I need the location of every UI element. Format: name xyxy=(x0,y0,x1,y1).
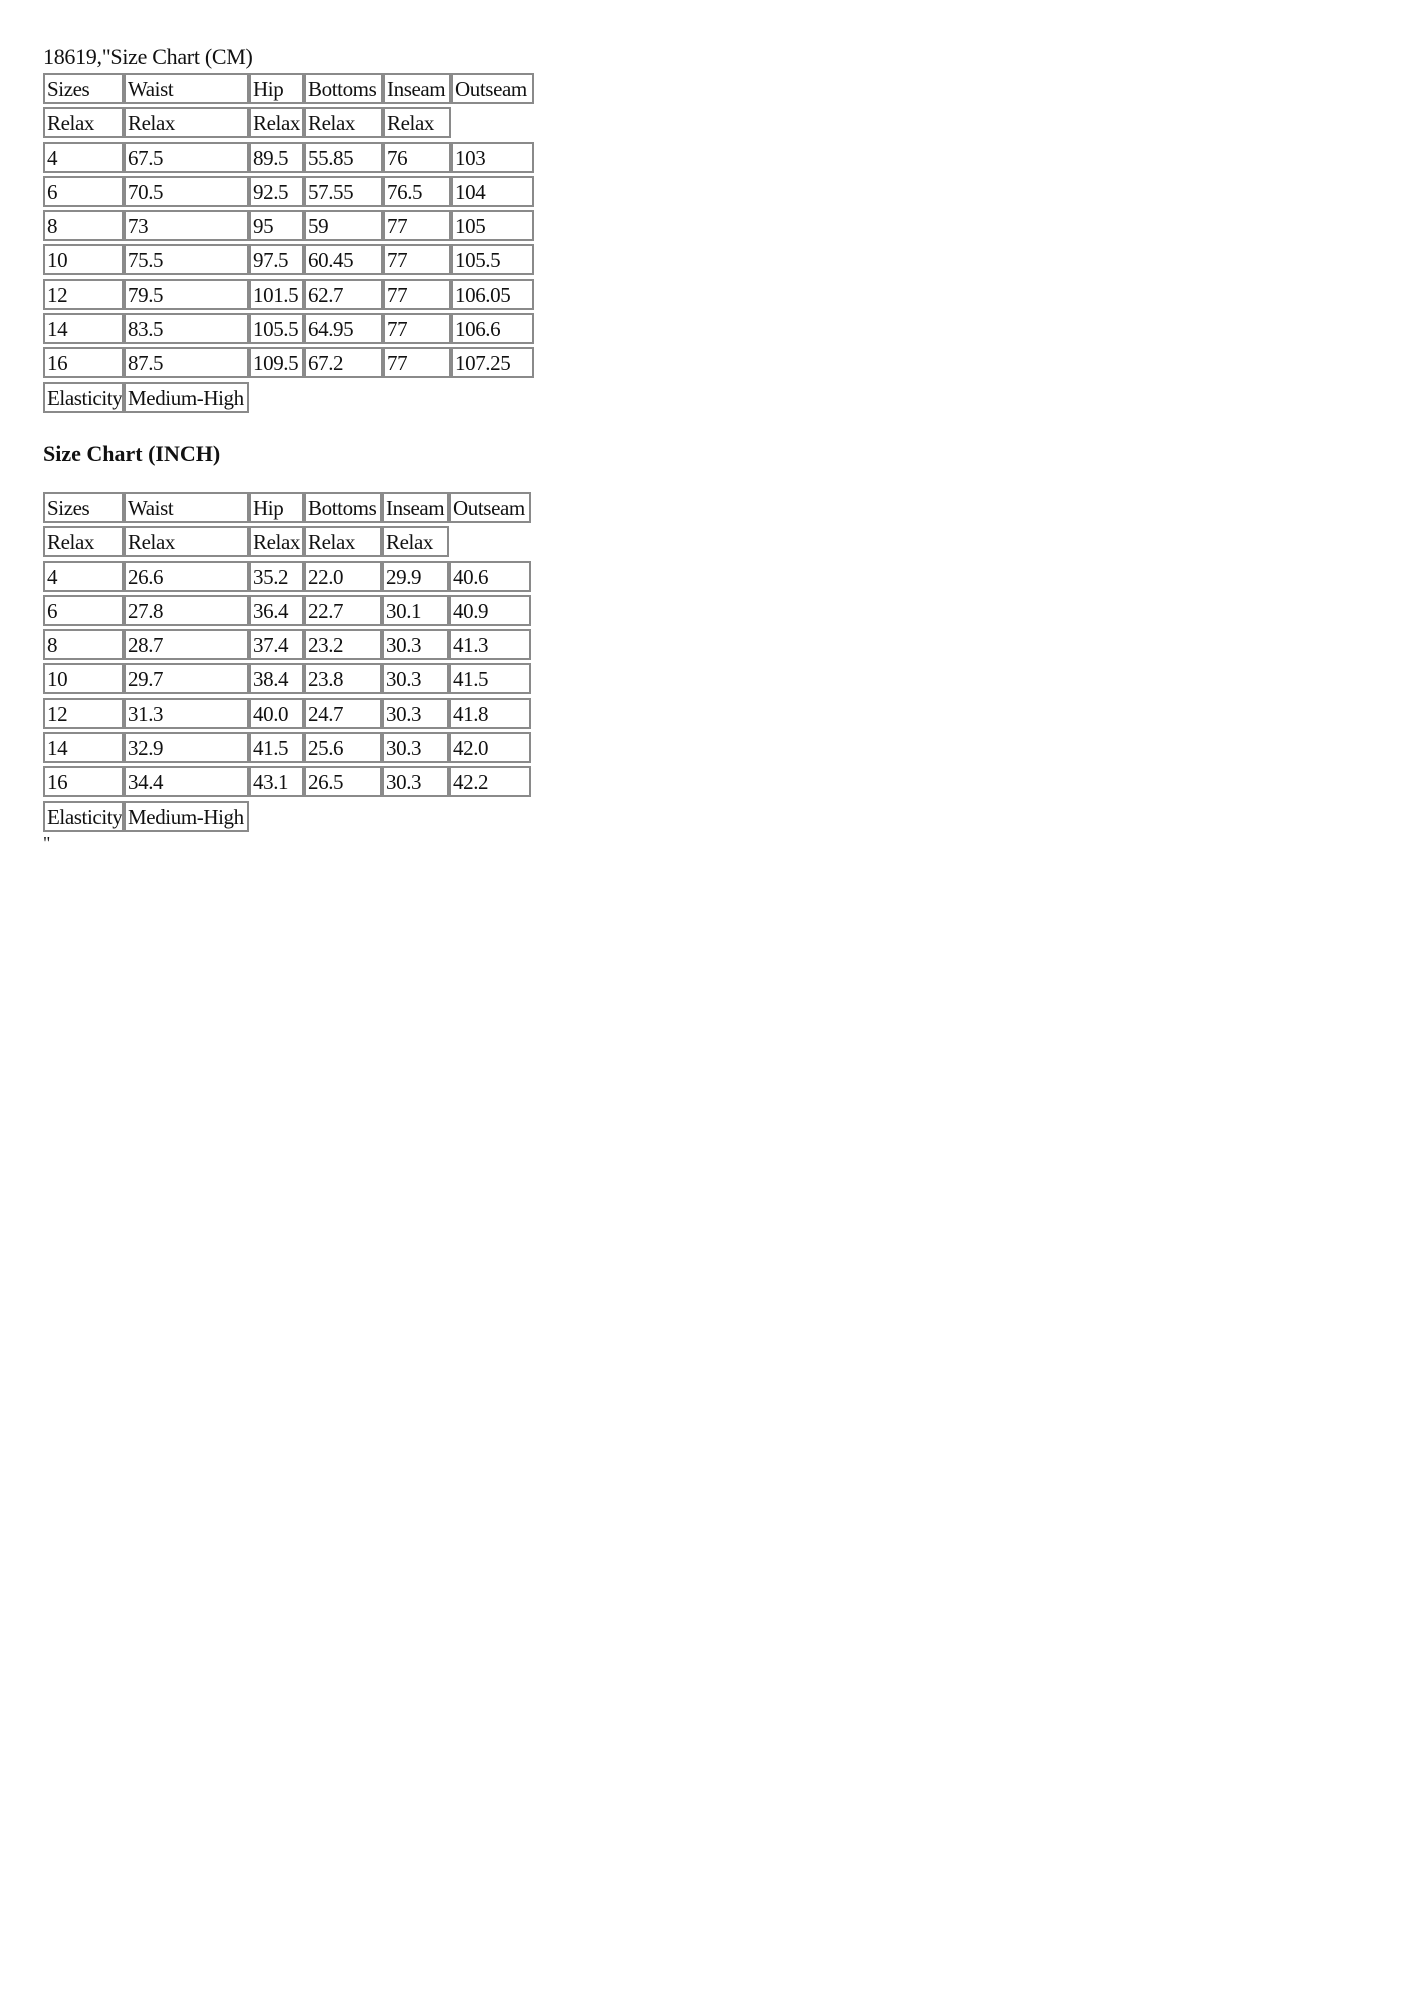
waist-cell: 87.5 xyxy=(124,347,249,378)
bottoms-cell: 55.85 xyxy=(304,142,383,173)
inseam-cell: 77 xyxy=(383,279,451,310)
header-cell-sizes: Sizes xyxy=(43,492,124,523)
inseam-cell: 29.9 xyxy=(382,561,449,592)
relax-cell: Relax xyxy=(382,526,449,557)
waist-cell: 29.7 xyxy=(124,663,249,694)
relax-cell: Relax xyxy=(383,107,451,138)
inseam-cell: 30.3 xyxy=(382,629,449,660)
size-cell: 8 xyxy=(43,629,124,660)
relax-cell: Relax xyxy=(124,107,249,138)
size-cell: 8 xyxy=(43,210,124,241)
size-cell: 14 xyxy=(43,732,124,763)
inseam-cell: 30.3 xyxy=(382,732,449,763)
size-cell: 6 xyxy=(43,595,124,626)
waist-cell: 34.4 xyxy=(124,766,249,797)
header-cell-hip: Hip xyxy=(249,492,304,523)
relax-cell: Relax xyxy=(124,526,249,557)
size-chart-inch-heading: Size Chart (INCH) xyxy=(43,441,221,466)
outseam-cell: 40.6 xyxy=(449,561,531,592)
header-cell-waist: Waist xyxy=(124,492,249,523)
bottoms-cell: 60.45 xyxy=(304,244,383,275)
bottoms-cell: 25.6 xyxy=(304,732,382,763)
size-cell: 4 xyxy=(43,561,124,592)
bottoms-cell: 24.7 xyxy=(304,698,382,729)
bottoms-cell: 22.7 xyxy=(304,595,382,626)
hip-cell: 92.5 xyxy=(249,176,304,207)
outseam-cell: 106.6 xyxy=(451,313,534,344)
bottoms-cell: 67.2 xyxy=(304,347,383,378)
hip-cell: 43.1 xyxy=(249,766,304,797)
inseam-cell: 77 xyxy=(383,244,451,275)
inseam-cell: 76 xyxy=(383,142,451,173)
waist-cell: 79.5 xyxy=(124,279,249,310)
waist-cell: 32.9 xyxy=(124,732,249,763)
outseam-cell: 40.9 xyxy=(449,595,531,626)
size-cell: 16 xyxy=(43,347,124,378)
bottoms-cell: 22.0 xyxy=(304,561,382,592)
header-cell-sizes: Sizes xyxy=(43,73,124,104)
waist-cell: 70.5 xyxy=(124,176,249,207)
bottoms-cell: 59 xyxy=(304,210,383,241)
bottoms-cell: 26.5 xyxy=(304,766,382,797)
outseam-cell: 107.25 xyxy=(451,347,534,378)
relax-cell: Relax xyxy=(43,526,124,557)
size-cell: 12 xyxy=(43,279,124,310)
inseam-cell: 30.3 xyxy=(382,663,449,694)
relax-cell: Relax xyxy=(43,107,124,138)
inseam-cell: 76.5 xyxy=(383,176,451,207)
size-cell: 16 xyxy=(43,766,124,797)
waist-cell: 83.5 xyxy=(124,313,249,344)
outseam-cell: 41.5 xyxy=(449,663,531,694)
header-cell-waist: Waist xyxy=(124,73,249,104)
hip-cell: 40.0 xyxy=(249,698,304,729)
waist-cell: 26.6 xyxy=(124,561,249,592)
hip-cell: 95 xyxy=(249,210,304,241)
elasticity-value: Medium-High xyxy=(124,801,249,832)
hip-cell: 105.5 xyxy=(249,313,304,344)
hip-cell: 37.4 xyxy=(249,629,304,660)
elasticity-value: Medium-High xyxy=(124,382,249,413)
outseam-cell: 41.3 xyxy=(449,629,531,660)
inseam-cell: 77 xyxy=(383,313,451,344)
hip-cell: 38.4 xyxy=(249,663,304,694)
waist-cell: 73 xyxy=(124,210,249,241)
header-cell-bottoms: Bottoms xyxy=(304,492,382,523)
outseam-cell: 105 xyxy=(451,210,534,241)
hip-cell: 101.5 xyxy=(249,279,304,310)
outseam-cell: 41.8 xyxy=(449,698,531,729)
size-cell: 4 xyxy=(43,142,124,173)
size-chart-cm-heading: 18619,"Size Chart (CM) xyxy=(43,44,253,69)
outseam-cell: 106.05 xyxy=(451,279,534,310)
waist-cell: 27.8 xyxy=(124,595,249,626)
inseam-cell: 77 xyxy=(383,347,451,378)
inseam-cell: 30.3 xyxy=(382,698,449,729)
outseam-cell: 104 xyxy=(451,176,534,207)
trailing-quote-mark: " xyxy=(43,833,51,853)
relax-cell: Relax xyxy=(249,107,304,138)
header-cell-outseam: Outseam xyxy=(451,73,534,104)
bottoms-cell: 23.2 xyxy=(304,629,382,660)
size-cell: 10 xyxy=(43,663,124,694)
waist-cell: 67.5 xyxy=(124,142,249,173)
size-cell: 12 xyxy=(43,698,124,729)
inseam-cell: 30.3 xyxy=(382,766,449,797)
bottoms-cell: 57.55 xyxy=(304,176,383,207)
waist-cell: 31.3 xyxy=(124,698,249,729)
outseam-cell: 105.5 xyxy=(451,244,534,275)
header-cell-hip: Hip xyxy=(249,73,304,104)
relax-cell: Relax xyxy=(304,107,383,138)
header-cell-inseam: Inseam xyxy=(382,492,449,523)
waist-cell: 75.5 xyxy=(124,244,249,275)
outseam-cell: 42.0 xyxy=(449,732,531,763)
elasticity-label: Elasticity xyxy=(43,801,124,832)
size-cell: 10 xyxy=(43,244,124,275)
header-cell-inseam: Inseam xyxy=(383,73,451,104)
outseam-cell: 103 xyxy=(451,142,534,173)
hip-cell: 109.5 xyxy=(249,347,304,378)
hip-cell: 36.4 xyxy=(249,595,304,626)
inseam-cell: 77 xyxy=(383,210,451,241)
bottoms-cell: 64.95 xyxy=(304,313,383,344)
outseam-cell: 42.2 xyxy=(449,766,531,797)
bottoms-cell: 62.7 xyxy=(304,279,383,310)
hip-cell: 35.2 xyxy=(249,561,304,592)
size-cell: 14 xyxy=(43,313,124,344)
waist-cell: 28.7 xyxy=(124,629,249,660)
header-cell-bottoms: Bottoms xyxy=(304,73,383,104)
hip-cell: 41.5 xyxy=(249,732,304,763)
bottoms-cell: 23.8 xyxy=(304,663,382,694)
hip-cell: 89.5 xyxy=(249,142,304,173)
hip-cell: 97.5 xyxy=(249,244,304,275)
relax-cell: Relax xyxy=(304,526,382,557)
inseam-cell: 30.1 xyxy=(382,595,449,626)
relax-cell: Relax xyxy=(249,526,304,557)
elasticity-label: Elasticity xyxy=(43,382,124,413)
size-cell: 6 xyxy=(43,176,124,207)
header-cell-outseam: Outseam xyxy=(449,492,531,523)
